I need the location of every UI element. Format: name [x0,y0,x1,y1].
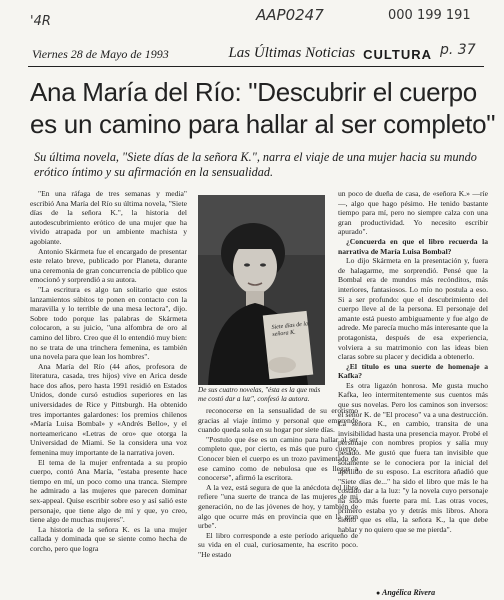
paragraph: Antonio Skármeta fue el encargado de presentar este relato breve, publicado por Planeta, durante una ceremonia de gran concurrencia de público que emocionó y sorprendió a su autora. [30,246,187,285]
interview-answer: Es otra ligazón honrosa. Me gusta mucho Kafka, leo intermitentemente sus cuentos más que sus novelas. Pero los caminos son inversos: el señor K. de "El proceso" va a una destrucción. La señora K., en cambio, transita de una invisibilidad hasta una presencia mayor. Probé el personaje con nombres propios y salía muy pesado. Me gustó que fuera tan invisible que solamente se le conociera por la inicial del apellido de su esposo. La escritora añadió que "Siete días de..." ha sido el libro que más le ha costado dar a la luz: "y la novela cuyo personaje ha sido más fuerte para mí. Las otras voces, primero estaba yo y detrás mis libros. Ahora siento que es ella, la señora K., la que debe hablar y no quiero que se me pierda". [338,380,488,534]
column-1 [30,189,187,597]
book-cover-title: Siete días de la señora K. [271,321,309,338]
paragraph: La historia de la señora K. es la una mujer callada y dominada que se siente como hecha de corcho, pero que logra [30,524,187,553]
paragraph: A la vez, está segura de que la anécdota del libro refiere "una suerte de tranca de las mujeres de mi generación, no de las jóvenes de hoy, y también de algo que ocurre más en provincia que en la gran urbe". [198,482,358,531]
serial-number: 000 199 191 [388,8,471,23]
paragraph: "Postulo que ése es un camino para hallar al ser completo que, por cierto, es más que puro cuerpo. Conocer bien el cuerpo es un trozo pavimentado de ese camino como de nebulosa que es llegar a conocerse", afirmó la escritora. [198,434,358,483]
interview-question: ¿Concuerda en que el libro recuerda la narrativa de María Luisa Bombal? [338,236,488,256]
photo-caption: De sus cuatro novelas, "ésta es la que más me costó dar a luz", confesó la autora. [198,386,321,403]
column-3 [338,189,488,585]
interview-question: ¿El título es una suerte de homenaje a Kafka? [338,361,488,381]
deck: Su última novela, "Siete días de la señora K.", narra el viaje de una mujer hacia su mundo erótico íntimo y su afirmación en la sensualidad. [34,150,477,179]
issue-date: Viernes 28 de Mayo de 1993 [32,47,169,61]
page-number-mark: p. 37 [440,42,476,58]
column-2 [198,406,358,598]
paragraph: El tema de la mujer enfrentada a su propio cuerpo, contó Ana María, "estaba presente hace tiempo en mí, un poco como una tranca. Siempre he admirado a las mujeres que parecen dominar sex-appeal. Quise escribir sobre eso y así salió este personaje, que tiene algo de mí y que, yo creo, tiene algo de muchas mujeres". [30,457,187,525]
byline: ● Angélica Rivera [376,588,435,597]
paragraph: un poco de dueña de casa, de «señora K.» —ríe—, algo que hago pésimo. He tenido bastante tiempo para mí, pero no siempre calza con una gran productividad. Yo necesito escribir apurado". [338,189,488,237]
paragraph: "La escritura es algo tan solitario que estos lanzamientos súbitos te ponen en contacto con la maravilla y lo terrible de una mesa lectora", dijo. Sobre todo porque las palabras de Skármeta colocaron, a su juicio, "una alfombra de oro al camino del libro. Creo que él lo entendió muy bien: no se trata de una trinchera femenina, es también una novela para que lean los hombres". [30,284,187,362]
interview-answer: Lo dijo Skármeta en la presentación y, fuera de halagarme, me sorprendió. Pensé que la Bombal era de mundos más recónditos, más interiores, fantasiosos. Lo mío no postula a eso. Si a ser profundo: que el descubrimiento del cuerpo lleve al de la persona. El personaje del amante está puesto ambiguamente y fue algo de adrede. Me parecía mucho más interesante que la protagonista, después de esa experiencia, volviera a su matrimonio con las ideas bien claras sobre su placer y decidida a obtenerlo. [338,256,488,362]
headline-line-1: Ana María del Río: "Descubrir el cuerpo [30,77,477,107]
paragraph: El libro corresponde a este período ariqueño de su vida en el cual, curiosamente, ha escrito poco. "He estado [198,530,358,559]
archive-code: AAP0247 [256,6,324,24]
masthead-rule [28,66,484,67]
paragraph: reconocerse en la sensualidad de su erotismo gracias al viaje íntimo y personal que emprende cuando queda sola en su hogar por siete días. [198,406,358,435]
headline [30,76,496,140]
paragraph: "En una ráfaga de tres semanas y media" escribió Ana María del Río su última novela, "Siete días de la señora K.", la historia del autodescubrimiento erótico de una mujer que ha vivido atrapada por un ambiente machista y agobiante. [30,189,187,246]
author-portrait-image [198,195,325,385]
author-photo [198,195,325,385]
newspaper-name: Las Últimas Noticias [228,45,356,61]
paragraph: Ana María del Río (44 años, profesora de literatura, casada, tres hijos) vive en Arica desde hace dos años, pero hasta 1991 residió en Estados Unidos, donde cursó estudios superiores en las universidades de Rice y Pittsburgh. Ha obtenido tres importantes galardones: los premios chilenos «María Luisa Bombal» y «Andrés Bello», y el norteamericano «Letras de oro» que otorga la Universidad de Miami. Se la considera una voz femenina muy importante de la narrativa joven. [30,361,187,458]
section-name: CULTURA [363,47,432,62]
handwritten-mark: '4R [30,14,51,29]
masthead [32,40,484,62]
headline-line-2: es un camino para hallar al ser completo" [30,109,496,139]
